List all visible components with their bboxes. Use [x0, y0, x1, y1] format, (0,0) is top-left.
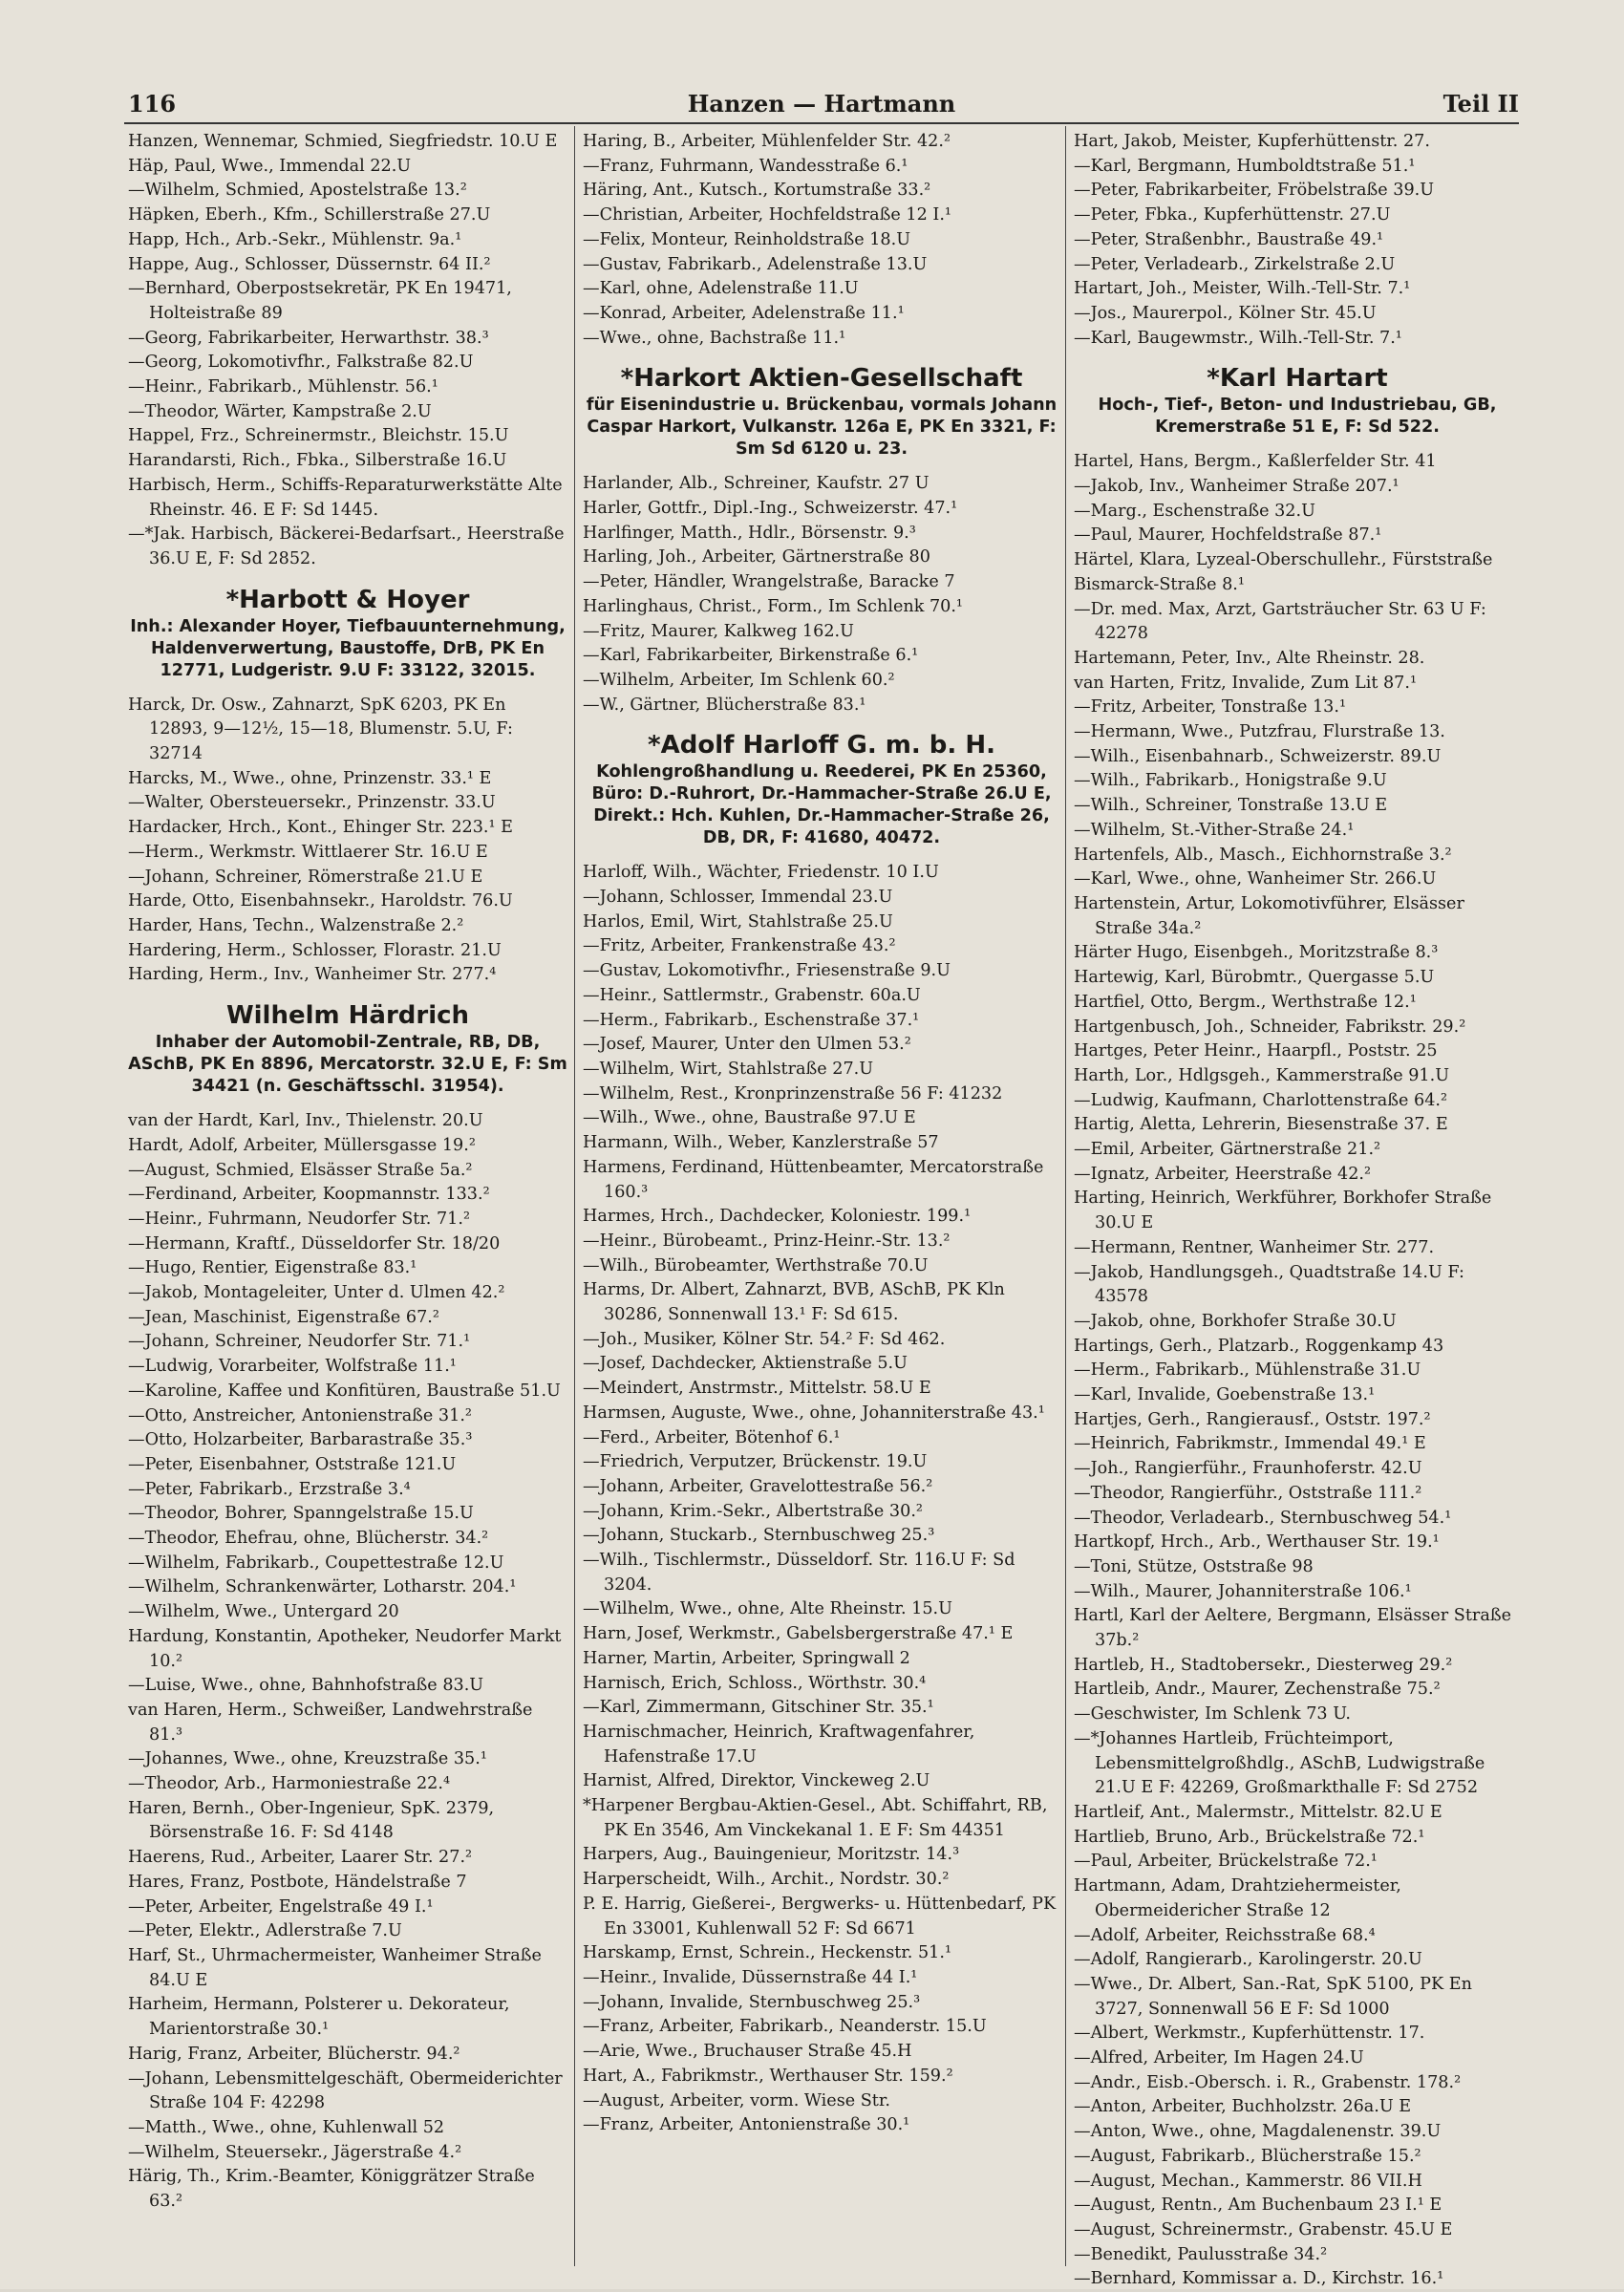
directory-entry: —Peter, Arbeiter, Engelstraße 49 I.¹ — [128, 1896, 434, 1917]
directory-entry: —Wilhelm, Arbeiter, Im Schlenk 60.² — [583, 670, 895, 690]
directory-entry: *Harpener Bergbau-Aktien-Gesel., Abt. Schiffahrt, RB, PK En 3546, Am Vinckekanal 1. E F: Sm 44351 — [583, 1796, 1048, 1840]
directory-entry: —Georg, Lokomotivfhr., Falkstraße 82.U — [128, 353, 474, 373]
column-3 — [1074, 130, 1521, 2289]
directory-entry: —Hermann, Kraftf., Düsseldorfer Str. 18/20 — [128, 1233, 501, 1253]
directory-entry: —Theodor, Verladearb., Sternbuschweg 54.¹ — [1074, 1508, 1452, 1528]
advert-body: für Eisenindustrie u. Brückenbau, vormals Johann Caspar Harkort, Vulkanstr. 126a E, PK En 3321, F: Sm Sd 6120 u. 23. — [586, 396, 1058, 460]
directory-entry: Hartmann, Adam, Drahtziehermeister, Obermeidericher Straße 12 — [1074, 1876, 1401, 1920]
directory-entry: Harding, Herm., Inv., Wanheimer Str. 277.⁴ — [128, 965, 497, 985]
directory-entry: —Andr., Eisb.-Obersch. i. R., Grabenstr. 178.² — [1074, 2072, 1462, 2092]
directory-entry: Hartkopf, Hrch., Arb., Werthauser Str. 19.¹ — [1074, 1532, 1440, 1553]
directory-entry: Harck, Dr. Osw., Zahnarzt, SpK 6203, PK En 12893, 9—12½, 15—18, Blumenstr. 5.U, F: 32714 — [128, 695, 513, 764]
advert — [128, 584, 567, 682]
directory-entry: —Christian, Arbeiter, Hochfeldstraße 12 I.¹ — [583, 205, 951, 225]
directory-entry: —Wilh., Tischlermstr., Düsseldorf. Str. 116.U F: Sd 3204. — [583, 1551, 1015, 1595]
directory-entry: —Adolf, Arbeiter, Reichsstraße 68.⁴ — [1074, 1925, 1376, 1945]
directory-entry: —Karl, Invalide, Goebenstraße 13.¹ — [1074, 1385, 1376, 1405]
directory-entry: —Theodor, Wärter, Kampstraße 2.U — [128, 401, 432, 421]
directory-entry: —Konrad, Arbeiter, Adelenstraße 11.¹ — [583, 303, 905, 323]
directory-entry: —Fritz, Maurer, Kalkweg 162.U — [583, 621, 854, 641]
directory-entry: Hartleib, Andr., Maurer, Zechenstraße 75.² — [1074, 1680, 1441, 1700]
directory-entry: —Peter, Händler, Wrangelstraße, Baracke 7 — [583, 572, 955, 592]
directory-entry: —August, Fabrikarb., Blücherstraße 15.² — [1074, 2146, 1421, 2166]
directory-entry: —Johannes, Wwe., ohne, Kreuzstraße 35.¹ — [128, 1749, 487, 1769]
directory-entry: —Franz, Arbeiter, Fabrikarb., Neanderstr. 15.U — [583, 2017, 987, 2037]
advert-name: *Harkort Aktien-Gesellschaft — [620, 364, 1023, 394]
directory-entry: —Peter, Fabrikarb., Erzstraße 3.⁴ — [128, 1479, 411, 1499]
directory-entry: —Fritz, Arbeiter, Tonstraße 13.¹ — [1074, 697, 1347, 718]
directory-entry: —Ignatz, Arbeiter, Heerstraße 42.² — [1074, 1164, 1372, 1184]
directory-entry: —August, Mechan., Kammerstr. 86 VII.H — [1074, 2171, 1422, 2191]
directory-entry: Hartlieb, Bruno, Arb., Brückelstraße 72.¹ — [1074, 1827, 1425, 1847]
directory-entry: —Otto, Holzarbeiter, Barbarastraße 35.³ — [128, 1430, 473, 1450]
directory-entry: —Adolf, Rangierarb., Karolingerstr. 20.U — [1074, 1950, 1422, 1970]
directory-entry: —Otto, Anstreicher, Antonienstraße 31.² — [128, 1405, 472, 1425]
directory-entry: Harnist, Alfred, Direktor, Vinckeweg 2.U — [583, 1771, 930, 1791]
directory-entry: —Luise, Wwe., ohne, Bahnhofstraße 83.U — [128, 1676, 484, 1696]
directory-entry: —Friedrich, Verputzer, Brückenstr. 19.U — [583, 1452, 928, 1472]
advert-name: *Karl Hartart — [1207, 364, 1388, 394]
directory-entry: —Johann, Schreiner, Neudorfer Str. 71.¹ — [128, 1332, 471, 1352]
directory-entry: P. E. Harrig, Gießerei-, Bergwerks- u. Hüttenbedarf, PK En 33001, Kuhlenwall 52 F: Sd 6671 — [583, 1894, 1057, 1939]
section-part: Teil II — [1442, 90, 1519, 118]
directory-entry: Hardering, Herm., Schlosser, Florastr. 21.U — [128, 940, 502, 960]
directory-entry: —Herm., Werkmstr. Wittlaerer Str. 16.U E — [128, 842, 488, 862]
directory-entry: Hart, A., Fabrikmstr., Werthauser Str. 159.² — [583, 2066, 953, 2086]
directory-entry: Harner, Martin, Arbeiter, Springwall 2 — [583, 1648, 910, 1668]
directory-entry: Harler, Gottfr., Dipl.-Ing., Schweizerstr. 47.¹ — [583, 499, 958, 519]
directory-entry: —Wilhelm, St.-Vither-Straße 24.¹ — [1074, 820, 1355, 840]
column-divider — [1065, 126, 1066, 2266]
directory-entry: Harn, Josef, Werkmstr., Gabelsbergerstraße 47.¹ E — [583, 1624, 1014, 1644]
directory-entry: Harandarsti, Rich., Fbka., Silberstraße 16.U — [128, 451, 507, 471]
name-range: Hanzen — Hartmann — [687, 90, 956, 118]
directory-entry: —Karl, Zimmermann, Gitschiner Str. 35.¹ — [583, 1698, 934, 1718]
directory-entry: Hartel, Hans, Bergm., Kaßlerfelder Str. 41 — [1074, 452, 1437, 472]
directory-entry: —Johann, Schlosser, Immendal 23.U — [583, 888, 893, 908]
directory-entry: Harheim, Hermann, Polsterer u. Dekorateur, Marientorstraße 30.¹ — [128, 1995, 510, 2040]
directory-entry: Harmsen, Auguste, Wwe., ohne, Johanniterstraße 43.¹ — [583, 1403, 1045, 1423]
directory-entry: —Theodor, Bohrer, Spanngelstraße 15.U — [128, 1504, 474, 1524]
directory-entry: Hanzen, Wennemar, Schmied, Siegfriedstr. 10.U E — [128, 132, 558, 151]
directory-entry: —Peter, Fabrikarbeiter, Fröbelstraße 39.U — [1074, 181, 1435, 201]
directory-entry: —Jakob, Inv., Wanheimer Straße 207.¹ — [1074, 477, 1400, 497]
directory-entry: van der Hardt, Karl, Inv., Thielenstr. 20.U — [128, 1111, 483, 1131]
advert — [583, 729, 1060, 849]
directory-entry: —Paul, Maurer, Hochfeldstraße 87.¹ — [1074, 525, 1382, 546]
directory-entry: —Jakob, Montageleiter, Unter d. Ulmen 42.² — [128, 1283, 505, 1303]
directory-entry: —August, Arbeiter, vorm. Wiese Str. — [583, 2090, 890, 2110]
directory-entry: —Wilh., Fabrikarb., Honigstraße 9.U — [1074, 771, 1387, 791]
directory-entry: —August, Rentn., Am Buchenbaum 23 I.¹ E — [1074, 2196, 1442, 2216]
directory-entry: —Anton, Arbeiter, Buchholzstr. 26a.U E — [1074, 2097, 1412, 2117]
directory-entry: Harlander, Alb., Schreiner, Kaufstr. 27 U — [583, 474, 930, 494]
directory-entry: Hardacker, Hrch., Kont., Ehinger Str. 223.¹ E — [128, 818, 513, 838]
advert-name: Wilhelm Härdrich — [225, 1001, 470, 1031]
directory-entry: —Gustav, Lokomotivfhr., Friesenstraße 9.U — [583, 961, 951, 981]
directory-entry: Hardt, Adolf, Arbeiter, Müllersgasse 19.² — [128, 1135, 476, 1155]
directory-entry: —Peter, Eisenbahner, Oststraße 121.U — [128, 1454, 457, 1474]
directory-entry: —Marg., Eschenstraße 32.U — [1074, 501, 1315, 521]
directory-entry: —Jakob, Handlungsgeh., Quadtstraße 14.U F: 43578 — [1074, 1262, 1464, 1307]
directory-entry: Harperscheidt, Wilh., Archit., Nordstr. 30.² — [583, 1870, 950, 1890]
directory-entry: —Benedikt, Paulusstraße 34.² — [1074, 2244, 1328, 2264]
directory-entry: —Georg, Fabrikarbeiter, Herwarthstr. 38.³ — [128, 328, 489, 348]
column-divider — [574, 126, 575, 2266]
directory-entry: Hartfiel, Otto, Bergm., Werthstraße 12.¹ — [1074, 992, 1417, 1012]
directory-entry: —Matth., Wwe., ohne, Kuhlenwall 52 — [128, 2117, 445, 2137]
directory-entry: Häring, Ant., Kutsch., Kortumstraße 33.² — [583, 181, 931, 201]
directory-entry: —Heinr., Bürobeamt., Prinz-Heinr.-Str. 13.² — [583, 1231, 951, 1251]
directory-entry: Hardung, Konstantin, Apotheker, Neudorfer Markt 10.² — [128, 1626, 562, 1671]
directory-entry: Harde, Otto, Eisenbahnsekr., Haroldstr. 76.U — [128, 891, 513, 911]
directory-entry: Hartings, Gerh., Platzarb., Roggenkamp 43 — [1074, 1336, 1444, 1356]
directory-entry: —Karoline, Kaffee und Konfitüren, Baustraße 51.U — [128, 1381, 561, 1401]
directory-entry: —Hugo, Rentier, Eigenstraße 83.¹ — [128, 1258, 417, 1278]
directory-entry: —August, Schmied, Elsässer Straße 5a.² — [128, 1160, 473, 1180]
directory-entry: —Wwe., Dr. Albert, San.-Rat, SpK 5100, PK En 3727, Sonnenwall 56 E F: Sd 1000 — [1074, 1974, 1472, 2019]
directory-entry: —Ludwig, Vorarbeiter, Wolfstraße 11.¹ — [128, 1357, 457, 1377]
directory-entry: —Geschwister, Im Schlenk 73 U. — [1074, 1704, 1352, 1724]
directory-entry: —Peter, Fbka., Kupferhüttenstr. 27.U — [1074, 205, 1391, 225]
directory-entry: —Meindert, Anstrmstr., Mittelstr. 58.U E — [583, 1379, 931, 1399]
directory-entry: —Johann, Schreiner, Römerstraße 21.U E — [128, 867, 483, 887]
directory-entry: Hartenfels, Alb., Masch., Eichhornstraße 3.² — [1074, 845, 1452, 865]
directory-entry: —Fritz, Arbeiter, Frankenstraße 43.² — [583, 936, 896, 956]
directory-entry: Harms, Dr. Albert, Zahnarzt, BVB, ASchB, PK Kln 30286, Sonnenwall 13.¹ F: Sd 615. — [583, 1280, 1005, 1325]
directory-entry: —Ferdinand, Arbeiter, Koopmannstr. 133.² — [128, 1185, 490, 1205]
directory-entry: Hartart, Joh., Meister, Wilh.-Tell-Str. 7.¹ — [1074, 279, 1411, 299]
directory-entry: Harloff, Wilh., Wächter, Friedenstr. 10 I.U — [583, 863, 939, 883]
directory-entry: —Dr. med. Max, Arzt, Gartsträucher Str. 63 U F: 42278 — [1074, 599, 1486, 644]
directory-entry: Harcks, M., Wwe., ohne, Prinzenstr. 33.¹ E — [128, 768, 492, 788]
directory-entry: —Theodor, Ehefrau, ohne, Blücherstr. 34.² — [128, 1529, 489, 1549]
directory-entry: Harmann, Wilh., Weber, Kanzlerstraße 57 — [583, 1133, 939, 1153]
directory-entry: —Jakob, ohne, Borkhofer Straße 30.U — [1074, 1311, 1397, 1331]
directory-entry: Häp, Paul, Wwe., Immendal 22.U — [128, 156, 412, 176]
directory-entry: Hartgenbusch, Joh., Schneider, Fabrikstr. 29.² — [1074, 1017, 1466, 1037]
directory-entry: —Wilhelm, Schrankenwärter, Lotharstr. 204.¹ — [128, 1577, 517, 1597]
directory-entry: —Walter, Obersteuersekr., Prinzenstr. 33.U — [128, 793, 496, 813]
directory-entry: Harlfinger, Matth., Hdlr., Börsenstr. 9.³ — [583, 523, 916, 543]
directory-entry: —Wilh., Wwe., ohne, Baustraße 97.U E — [583, 1108, 916, 1128]
advert — [1074, 362, 1521, 439]
advert-body: Inh.: Alexander Hoyer, Tiefbauunternehmung, Haldenverwertung, Baustoffe, DrB, PK En 12771, Ludgeristr. 9.U F: 33122, 32015. — [130, 616, 566, 680]
directory-entry: —Wilh., Maurer, Johanniterstraße 106.¹ — [1074, 1581, 1412, 1601]
directory-entry: Happ, Hch., Arb.-Sekr., Mühlenstr. 9a.¹ — [128, 229, 462, 249]
directory-entry: —Heinr., Sattlermstr., Grabenstr. 60a.U — [583, 985, 921, 1005]
directory-entry: —Franz, Arbeiter, Antonienstraße 30.¹ — [583, 2115, 910, 2135]
directory-entry: —Felix, Monteur, Reinholdstraße 18.U — [583, 229, 911, 249]
directory-entry: —Karl, ohne, Adelenstraße 11.U — [583, 279, 859, 299]
directory-entry: Hartemann, Peter, Inv., Alte Rheinstr. 28. — [1074, 648, 1425, 668]
directory-entry: —Herm., Fabrikarb., Eschenstraße 37.¹ — [583, 1010, 920, 1030]
directory-entry: —Wwe., ohne, Bachstraße 11.¹ — [583, 328, 846, 348]
directory-entry: —Wilhelm, Steuersekr., Jägerstraße 4.² — [128, 2142, 462, 2162]
directory-entry: —Albert, Werkmstr., Kupferhüttenstr. 17. — [1074, 2024, 1425, 2044]
directory-entry: Happel, Frz., Schreinermstr., Bleichstr. 15.U — [128, 426, 509, 446]
directory-entry: —Wilhelm, Wwe., ohne, Alte Rheinstr. 15.U — [583, 1599, 952, 1619]
directory-entry: Härtel, Klara, Lyzeal-Oberschullehr., Fürststraße — [1074, 550, 1493, 570]
directory-entry: —Bernhard, Oberpostsekretär, PK En 19471, Holteistraße 89 — [128, 279, 512, 323]
directory-entry: Hartenstein, Artur, Lokomotivführer, Elsässer Straße 34a.² — [1074, 893, 1464, 938]
directory-entry: Harting, Heinrich, Werkführer, Borkhofer Straße 30.U E — [1074, 1189, 1492, 1233]
directory-entry: —Ferd., Arbeiter, Bötenhof 6.¹ — [583, 1427, 841, 1447]
directory-entry: —Emil, Arbeiter, Gärtnerstraße 21.² — [1074, 1140, 1381, 1160]
directory-entry: —Wilh., Eisenbahnarb., Schweizerstr. 89.U — [1074, 746, 1442, 766]
directory-entry: Haren, Bernh., Ober-Ingenieur, SpK. 2379, Börsenstraße 16. F: Sd 4148 — [128, 1798, 495, 1843]
directory-entry: —Franz, Fuhrmann, Wandesstraße 6.¹ — [583, 156, 908, 176]
directory-entry: —Ludwig, Kaufmann, Charlottenstraße 64.² — [1074, 1090, 1448, 1110]
advert-body: Inhaber der Automobil-Zentrale, RB, DB, ASchB, PK En 8896, Mercatorstr. 32.U E, F: Sm 34421 (n. Geschäftsschl. 31954). — [128, 1033, 567, 1097]
directory-entry: van Harten, Fritz, Invalide, Zum Lit 87.¹ — [1074, 673, 1418, 693]
directory-entry: —Joh., Rangierführ., Fraunhoferstr. 42.U — [1074, 1459, 1422, 1479]
directory-entry: —Karl, Bergmann, Humboldtstraße 51.¹ — [1074, 156, 1416, 176]
directory-entry: Harpers, Aug., Bauingenieur, Moritzstr. 14.³ — [583, 1845, 960, 1865]
directory-entry: Hartjes, Gerh., Rangierausf., Oststr. 197.² — [1074, 1409, 1431, 1429]
directory-entry: —August, Schreinermstr., Grabenstr. 45.U E — [1074, 2219, 1453, 2239]
directory-entry: —Peter, Elektr., Adlerstraße 7.U — [128, 1921, 402, 1941]
directory-entry: Hartl, Karl der Aeltere, Bergmann, Elsässer Straße 37b.² — [1074, 1606, 1511, 1651]
directory-entry: Harf, St., Uhrmachermeister, Wanheimer Straße 84.U E — [128, 1946, 542, 1990]
directory-entry: Haring, B., Arbeiter, Mühlenfelder Str. 42.² — [583, 132, 951, 151]
directory-entry: —Johann, Krim.-Sekr., Albertstraße 30.² — [583, 1501, 923, 1521]
directory-entry: Harmens, Ferdinand, Hüttenbeamter, Mercatorstraße 160.³ — [583, 1157, 1044, 1202]
directory-entry: —Wilhelm, Fabrikarb., Coupettestraße 12.U — [128, 1553, 504, 1573]
directory-entry: Harder, Hans, Techn., Walzenstraße 2.² — [128, 915, 464, 935]
directory-entry: —Arie, Wwe., Bruchauser Straße 45.H — [583, 2042, 912, 2062]
advert — [128, 999, 567, 1098]
directory-entry: —Toni, Stütze, Oststraße 98 — [1074, 1556, 1314, 1576]
advert — [583, 362, 1060, 461]
directory-entry: Bismarck-Straße 8.¹ — [1074, 574, 1245, 594]
directory-entry: Harbisch, Herm., Schiffs-Reparaturwerkstätte Alte Rheinstr. 46. E F: Sd 1445. — [128, 475, 563, 520]
directory-entry: —Wilhelm, Rest., Kronprinzenstraße 56 F: 41232 — [583, 1083, 1003, 1103]
directory-entry: Harmes, Hrch., Dachdecker, Koloniestr. 199.¹ — [583, 1207, 972, 1227]
directory-entry: Harnischmacher, Heinrich, Kraftwagenfahrer, Hafenstraße 17.U — [583, 1722, 975, 1767]
directory-entry: —Josef, Maurer, Unter den Ulmen 53.² — [583, 1035, 911, 1055]
column-2 — [583, 130, 1060, 2232]
directory-entry: Happe, Aug., Schlosser, Düssernstr. 64 II.² — [128, 254, 491, 274]
directory-entry: —Wilhelm, Schmied, Apostelstraße 13.² — [128, 181, 467, 201]
directory-entry: Harlinghaus, Christ., Form., Im Schlenk 70.¹ — [583, 596, 963, 616]
directory-entry: —Jos., Maurerpol., Kölner Str. 45.U — [1074, 303, 1377, 323]
directory-entry: Hares, Franz, Postbote, Händelstraße 7 — [128, 1872, 467, 1892]
directory-entry: —Peter, Straßenbhr., Baustraße 49.¹ — [1074, 229, 1384, 249]
directory-entry: —Heinrich, Fabrikmstr., Immendal 49.¹ E — [1074, 1434, 1426, 1454]
advert-name: *Adolf Harloff G. m. b. H. — [648, 731, 995, 760]
directory-entry: —Johann, Lebensmittelgeschäft, Obermeiderichter Straße 104 F: 42298 — [128, 2068, 563, 2113]
directory-entry: —Wilh., Schreiner, Tonstraße 13.U E — [1074, 796, 1388, 816]
directory-entry: —Wilh., Bürobeamter, Werthstraße 70.U — [583, 1255, 929, 1275]
directory-entry: —Johann, Invalide, Sternbuschweg 25.³ — [583, 1992, 921, 2012]
directory-entry: Harnisch, Erich, Schloss., Wörthstr. 30.⁴ — [583, 1673, 927, 1693]
directory-entry: —Karl, Wwe., ohne, Wanheimer Str. 266.U — [1074, 869, 1437, 889]
directory-entry: —Heinr., Invalide, Düssernstraße 44 I.¹ — [583, 1968, 918, 1987]
directory-entry: —*Johannes Hartleib, Früchteimport, Lebensmittelgroßhdlg., ASchB, Ludwigstraße 21.U E F: 42269, Großmarkthalle F: Sd 2752 — [1074, 1728, 1485, 1798]
directory-entry: —Theodor, Rangierführ., Oststraße 111.² — [1074, 1483, 1422, 1503]
directory-entry: Harskamp, Ernst, Schrein., Heckenstr. 51.¹ — [583, 1943, 952, 1963]
directory-entry: —Herm., Fabrikarb., Mühlenstraße 31.U — [1074, 1360, 1421, 1381]
directory-entry: Harth, Lor., Hdlgsgeh., Kammerstraße 91.U — [1074, 1065, 1450, 1085]
advert-name: *Harbott & Hoyer — [225, 585, 470, 614]
directory-entry: —Heinr., Fabrikarb., Mühlenstr. 56.¹ — [128, 377, 438, 397]
directory-entry: Härter Hugo, Eisenbgeh., Moritzstraße 8.³ — [1074, 943, 1439, 963]
directory-entry: Harling, Joh., Arbeiter, Gärtnerstraße 80 — [583, 547, 930, 568]
advert-body: Kohlengroßhandlung u. Reederei, PK En 25360, Büro: D.-Ruhrort, Dr.-Hammacher-Straße 26.U E, Direkt.: Hch. Kuhlen, Dr.-Hammacher-Straße 26, DB, DR, F: 41680, 40472. — [591, 762, 1052, 848]
directory-entry: —Hermann, Rentner, Wanheimer Str. 277. — [1074, 1237, 1435, 1257]
directory-entry: —Karl, Baugewmstr., Wilh.-Tell-Str. 7.¹ — [1074, 328, 1402, 348]
directory-entry: —Peter, Verladearb., Zirkelstraße 2.U — [1074, 254, 1396, 274]
directory-entry: —Johann, Arbeiter, Gravelottestraße 56.² — [583, 1476, 933, 1496]
directory-entry: —Jean, Maschinist, Eigenstraße 67.² — [128, 1307, 439, 1327]
directory-entry: —Bernhard, Kommissar a. D., Kirchstr. 16.¹ — [1074, 2269, 1444, 2289]
directory-entry: Hartig, Aletta, Lehrerin, Biesenstraße 37. E — [1074, 1115, 1448, 1135]
directory-entry: —W., Gärtner, Blücherstraße 83.¹ — [583, 695, 866, 715]
directory-entry: —Gustav, Fabrikarb., Adelenstraße 13.U — [583, 254, 928, 274]
directory-entry: —Johann, Stuckarb., Sternbuschweg 25.³ — [583, 1526, 935, 1546]
page-number: 116 — [128, 90, 177, 118]
directory-entry: —Paul, Arbeiter, Brückelstraße 72.¹ — [1074, 1852, 1378, 1872]
advert-body: Hoch-, Tief-, Beton- und Industriebau, GB, Kremerstraße 51 E, F: Sd 522. — [1098, 396, 1497, 438]
header-rule — [124, 122, 1519, 124]
directory-entry: —Heinr., Fuhrmann, Neudorfer Str. 71.² — [128, 1209, 471, 1229]
directory-entry: —Anton, Wwe., ohne, Magdalenenstr. 39.U — [1074, 2122, 1442, 2142]
directory-entry: Hart, Jakob, Meister, Kupferhüttenstr. 27. — [1074, 132, 1430, 151]
column-1 — [128, 130, 567, 2232]
directory-entry: Harlos, Emil, Wirt, Stahlstraße 25.U — [583, 911, 893, 932]
directory-entry: —Theodor, Arb., Harmoniestraße 22.⁴ — [128, 1774, 451, 1794]
directory-entry: Haerens, Rud., Arbeiter, Laarer Str. 27.² — [128, 1848, 473, 1868]
directory-entry: —Joh., Musiker, Kölner Str. 54.² F: Sd 462. — [583, 1329, 946, 1349]
directory-entry: Hartleb, H., Stadtobersekr., Diesterweg 29.² — [1074, 1655, 1453, 1675]
directory-entry: Hartges, Peter Heinr., Haarpfl., Poststr. 25 — [1074, 1041, 1438, 1061]
directory-entry: —Wilhelm, Wirt, Stahlstraße 27.U — [583, 1059, 874, 1079]
directory-entry: Häpken, Eberh., Kfm., Schillerstraße 27.U — [128, 205, 491, 225]
directory-entry: —*Jak. Harbisch, Bäckerei-Bedarfsart., Heerstraße 36.U E, F: Sd 2852. — [128, 525, 565, 568]
directory-entry: —Karl, Fabrikarbeiter, Birkenstraße 6.¹ — [583, 646, 919, 666]
directory-entry: Hartleif, Ant., Malermstr., Mittelstr. 82.U E — [1074, 1803, 1442, 1822]
directory-entry: Härig, Th., Krim.-Beamter, Königgrätzer Straße 63.² — [128, 2167, 535, 2212]
directory-entry: —Hermann, Wwe., Putzfrau, Flurstraße 13. — [1074, 722, 1445, 742]
directory-entry: Hartewig, Karl, Bürobmtr., Quergasse 5.U — [1074, 968, 1435, 988]
directory-entry: —Wilhelm, Wwe., Untergard 20 — [128, 1602, 399, 1622]
directory-entry: Harig, Franz, Arbeiter, Blücherstr. 94.² — [128, 2044, 460, 2064]
directory-entry: —Josef, Dachdecker, Aktienstraße 5.U — [583, 1354, 908, 1374]
directory-entry: van Haren, Herm., Schweißer, Landwehrstraße 81.³ — [128, 1700, 533, 1745]
directory-entry: —Alfred, Arbeiter, Im Hagen 24.U — [1074, 2048, 1364, 2068]
